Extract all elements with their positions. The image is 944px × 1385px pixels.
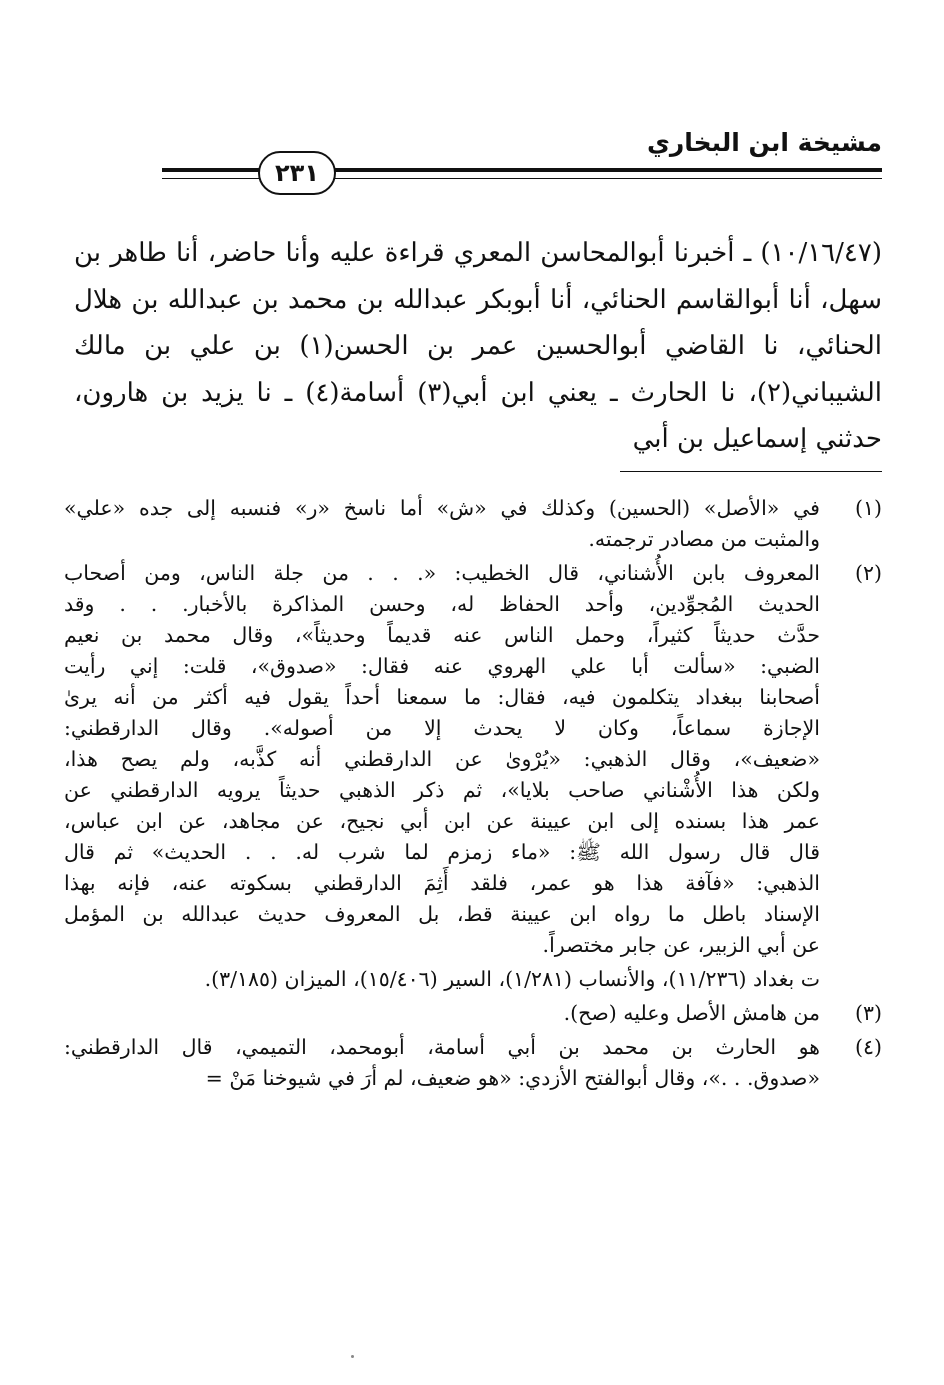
footnote-number: (٤) [854,1035,882,1059]
footnote-number: (٣) [854,1001,882,1025]
footnote-3 [64,998,882,1029]
footnote-line: الإجازة سماعاً، وكان لا يحدث إلا من أصوله». وقال الدارقطني: [64,716,820,740]
footnote-line: من هامش الأصل وعليه (صح). [563,1001,820,1025]
footnotes [64,493,882,1097]
footnote-line: حدَّث حديثاً كثيراً، وحمل الناس عنه قديماً وحديثاً»، وقال محمد بن نعيم [64,623,820,647]
page-number: ٢٣١ [258,151,336,195]
footnote-2-sources: ت بغداد (١١/٢٣٦)، والأنساب (١/٢٨١)، السير (١٥/٤٠٦)، الميزان (٣/١٨٥). [204,967,820,991]
footnote-line: الإسناد باطل ما رواه ابن عيينة قط، بل المعروف حديث عبدالله بن المؤمل [64,902,820,926]
footnote-separator [620,471,882,472]
footnote-line: عمر هذا بسنده إلى ابن عيينة عن ابن أبي نجيح، عن مجاهد، عن ابن عباس، [64,809,820,833]
footnote-line: عن أبي الزبير، عن جابر مختصراً. [542,933,820,957]
footnote-line: «ضعيف»، وقال الذهبي: «يُرْوىٰ عن الدارقطني أنه كذَّبه، ولم يصح هذا، [64,747,820,771]
main-text [74,230,882,463]
footnote-number: (٢) [854,561,882,585]
footnote-line: هو الحارث بن محمد بن أبي أسامة، أبومحمد، التميمي، قال الدارقطني: [64,1035,820,1059]
footnote-line: الحديث المُجوِّدين، وأحد الحفاظ له، وحسن المذاكرة بالأخبار. . . وقد [64,592,820,616]
footnote-line: «صدوق. . .»، وقال أبوالفتح الأزدي: «هو ضعيف، لم أرَ في شيوخنا مَنْ = [205,1066,820,1090]
main-paragraph: (١٠/١٦/٤٧) ـ أخبرنا أبوالمحاسن المعري قراءة عليه وأنا حاضر، أنا طاهر بن سهل، أنا أبوالقاسم الحنائي، أنا أبوبكر عبدالله بن محمد بن عبدالله بن هلال الحنائي، نا القاضي أبوالحسين عمر بن الحسن(١) بن علي بن مالك الشيباني(٢)، نا الحارث ـ يعني ابن أبي(٣) أسامة(٤) ـ نا يزيد بن هارون، حدثني إسماعيل بن أبي [74,238,882,454]
footnote-line: في «الأصل» (الحسين) وكذلك في «ش» أما ناسخ «ر» فنسبه إلى جده «علي» [64,496,820,520]
footnote-line: أصحابنا ببغداد يتكلمون فيه، فقال: ما سمعنا أحداً يقول فيه أكثر من أنه يرىٰ [64,685,820,709]
footnote-line: والمثبت من مصادر ترجمته. [588,527,820,551]
footnote-4 [64,1032,882,1094]
footnote-1 [64,493,882,555]
footnote-line: قال قال رسول الله ﷺ: «ماء زمزم لما شرب له. . . الحديث» ثم قال [64,840,820,864]
footnote-number: (١) [854,496,882,520]
scan-speck [351,1355,354,1358]
footnote-line: الذهبي: «فآفة هذا هو عمر، فلقد أَثِمَ الدارقطني بسكوته عنه، فإنه بهذا [64,871,820,895]
running-header-title: مشيخة ابن البخاري [646,128,882,157]
footnote-line: الضبي: «سألت أبا علي الهروي عنه فقال: «صدوق»، قلت: إني رأيت [64,654,820,678]
footnote-line: ولكن هذا الأُشْناني صاحب بلايا»، ثم ذكر الذهبي حديثاً يرويه الدارقطني عن [64,778,820,802]
footnote-line: المعروف بابن الأُشناني، قال الخطيب: «. . . من جلة الناس، ومن أصحاب [64,561,820,585]
footnote-2 [64,558,882,961]
